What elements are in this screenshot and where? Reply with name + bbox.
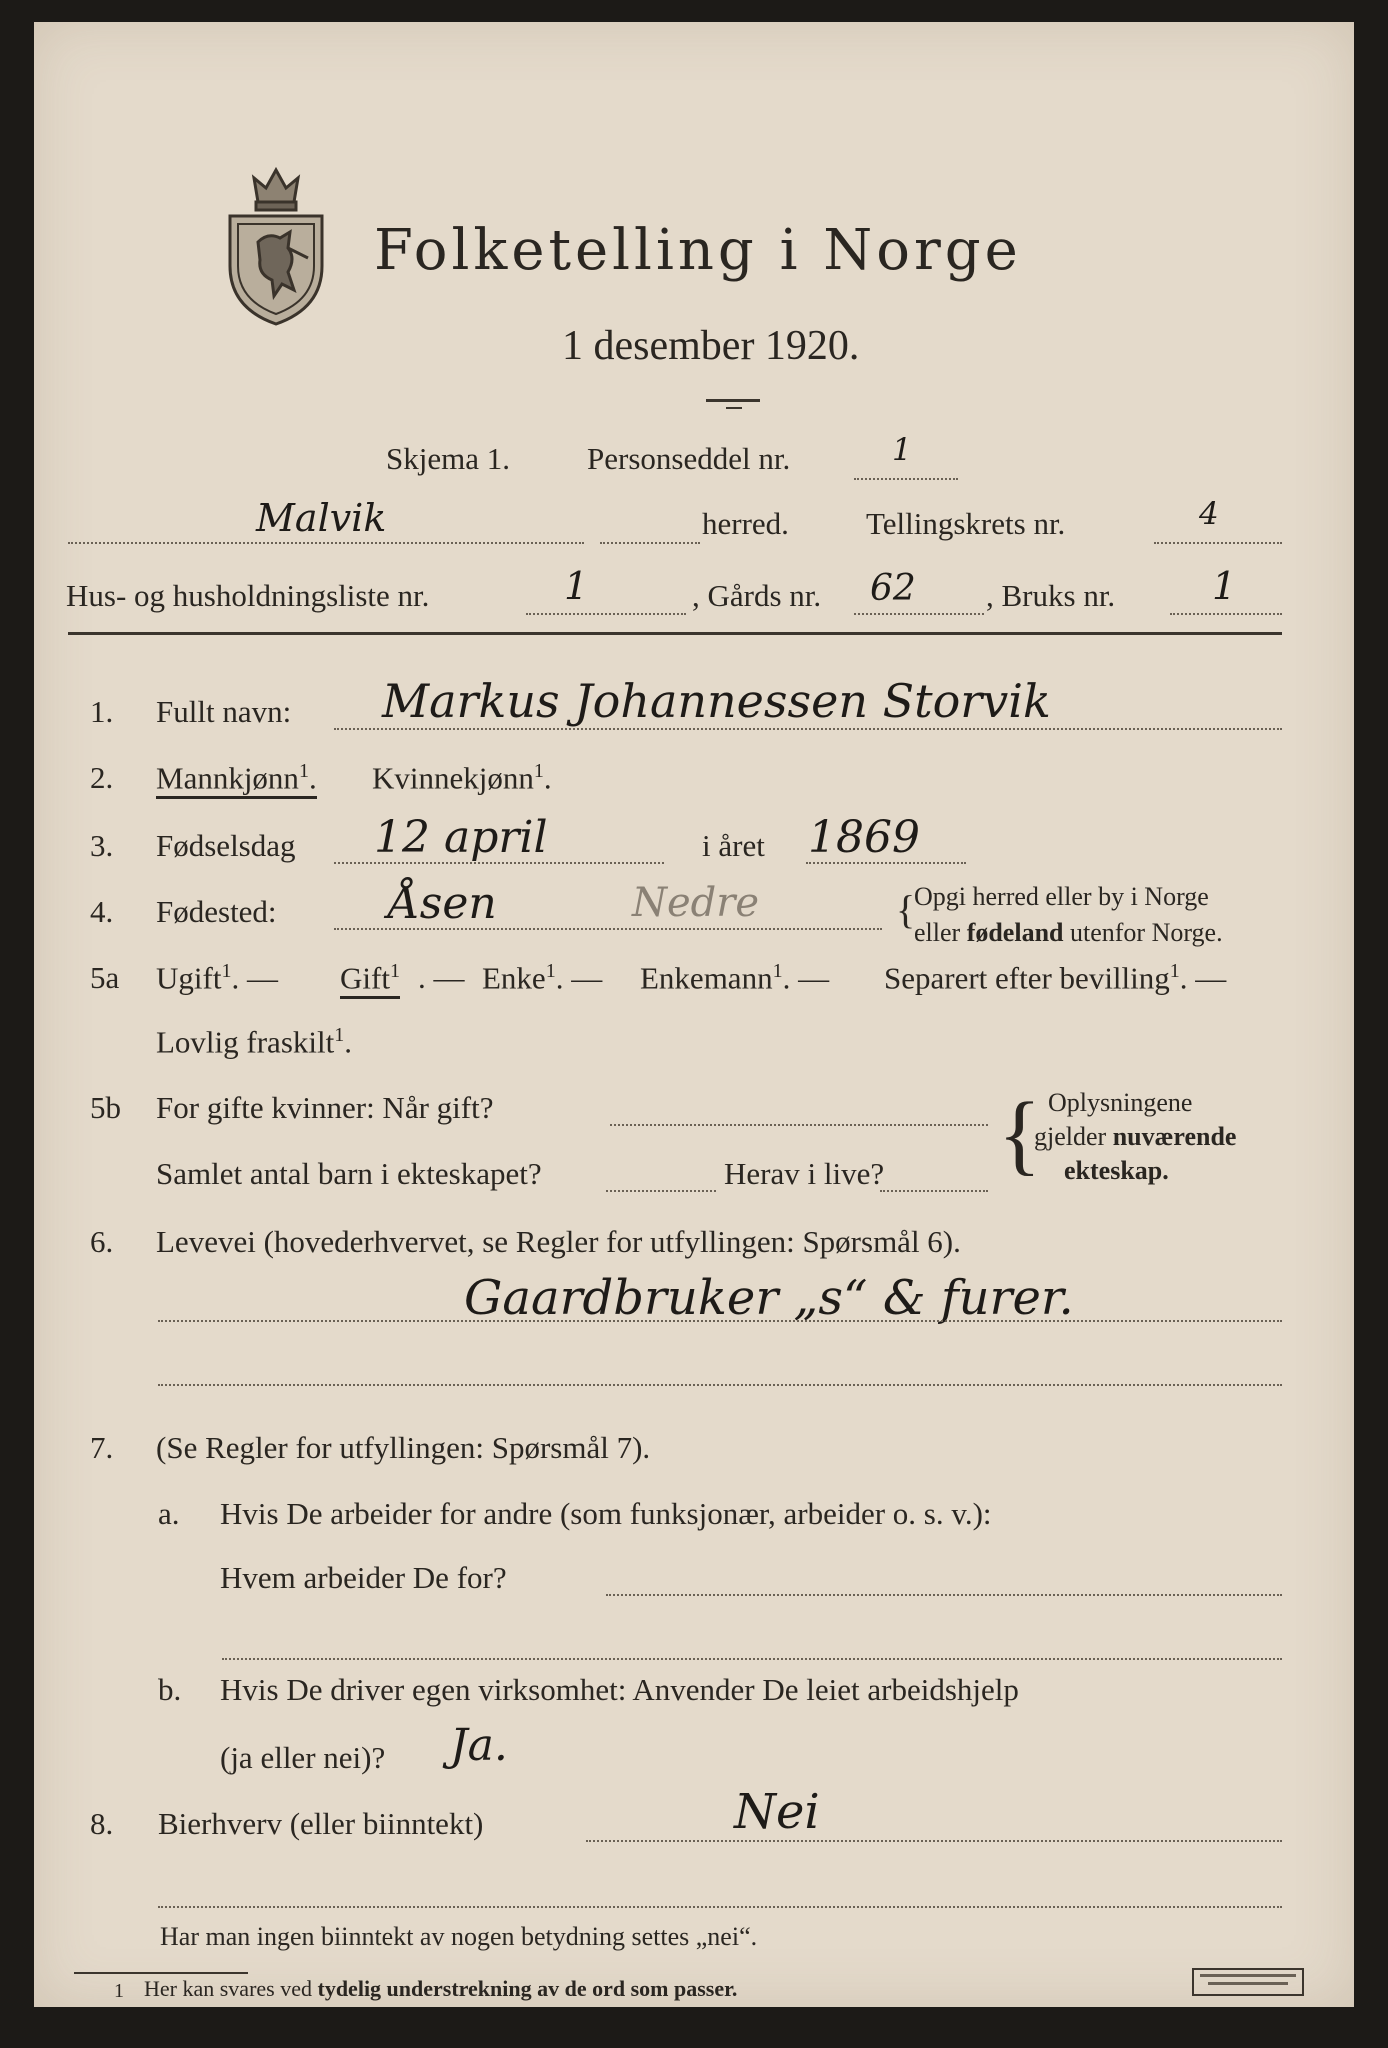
q5b-alive-line: [880, 1190, 988, 1192]
herred-line-2: [600, 542, 700, 544]
q5b-note-3: ekteskap.: [1064, 1156, 1169, 1185]
hus-value[interactable]: 1: [564, 564, 589, 608]
q7a-employer-line: [606, 1594, 1282, 1596]
birthplace-value-2[interactable]: Nedre: [632, 880, 760, 926]
census-date: 1 desember 1920.: [562, 323, 860, 369]
footnote-text: Her kan svares ved tydelig understrekning av de ord som passer.: [144, 1976, 738, 2001]
q4-label: Fødested:: [156, 894, 277, 929]
q7b-letter: b.: [158, 1672, 182, 1707]
q5b-married-line: [610, 1124, 988, 1126]
hired-help-value[interactable]: Ja.: [450, 1720, 508, 1771]
q8-line-2: [158, 1906, 1282, 1908]
q2-number: 2.: [90, 760, 114, 795]
herred-label: herred.: [702, 506, 789, 541]
q7-number: 7.: [90, 1430, 114, 1465]
census-form: [34, 22, 1354, 2007]
header-divider: [68, 632, 1282, 635]
q5b-number: 5b: [90, 1090, 121, 1125]
q7b-text: Hvis De driver egen virksomhet: Anvender De leiet arbeidshjelp: [220, 1672, 1019, 1707]
q8-label: Bierhverv (eller biinntekt): [158, 1806, 484, 1841]
herred-value[interactable]: Malvik: [256, 496, 387, 540]
q7a-text: Hvis De arbeider for andre (som funksjonær, arbeider o. s. v.):: [220, 1496, 992, 1531]
q5b-note-2: gjelder nuværende: [1034, 1122, 1237, 1151]
bruks-label: , Bruks nr.: [986, 578, 1116, 613]
q5b-brace: {: [998, 1085, 1042, 1184]
option-enke[interactable]: Enke$^1$. —: [482, 960, 603, 996]
title-ornament: [706, 399, 760, 402]
q4-brace: {: [896, 887, 916, 932]
option-enkemann[interactable]: Enkemann$^1$. —: [640, 960, 830, 996]
q7a-text-2: Hvem arbeider De for?: [220, 1560, 507, 1595]
birthplace-value[interactable]: Åsen: [388, 878, 497, 929]
hus-line: [526, 613, 686, 615]
q6-line-1: [158, 1320, 1282, 1322]
personseddel-value[interactable]: 1: [892, 432, 912, 468]
q5a-number: 5a: [90, 960, 120, 995]
q8-number: 8.: [90, 1806, 114, 1841]
q1-number: 1.: [90, 694, 114, 729]
q7-label: (Se Regler for utfyllingen: Spørsmål 7).: [156, 1430, 651, 1465]
footnote-divider: [74, 1972, 248, 1974]
tellingskrets-line: [1154, 542, 1282, 544]
gards-label: , Gårds nr.: [692, 578, 822, 613]
hus-label: Hus- og husholdningsliste nr.: [66, 578, 430, 613]
personseddel-label: Personseddel nr.: [587, 441, 791, 476]
q3-label: Fødselsdag: [156, 828, 296, 863]
option-fraskilt[interactable]: Lovlig fraskilt$^1$.: [156, 1024, 352, 1060]
q4-note-1: Opgi herred eller by i Norge: [914, 882, 1209, 911]
biinntekt-note: Har man ingen biinntekt av nogen betydning settes „nei“.: [160, 1922, 758, 1951]
occupation-value[interactable]: Gaardbruker „s“ & furer.: [464, 1270, 1074, 1326]
q3-year-label: i året: [702, 828, 765, 863]
option-ugift[interactable]: Ugift$^1$. —: [156, 960, 278, 996]
side-income-value[interactable]: Nei: [734, 1784, 820, 1840]
coat-of-arms-icon: [218, 162, 334, 326]
q4-number: 4.: [90, 894, 114, 929]
q1-label: Fullt navn:: [156, 694, 292, 729]
birth-day-value[interactable]: 12 april: [374, 812, 548, 863]
herred-line: [68, 542, 584, 544]
gards-line: [854, 613, 984, 615]
form-title: Folketelling i Norge: [374, 218, 1022, 283]
personseddel-line: [854, 478, 958, 480]
title-ornament-small: [726, 407, 742, 409]
q3-number: 3.: [90, 828, 114, 863]
q8-line: [586, 1840, 1282, 1842]
skjema-label: Skjema 1.: [386, 441, 510, 476]
birth-year-value[interactable]: 1869: [808, 812, 920, 863]
full-name-value[interactable]: Markus Johannessen Storvik: [382, 674, 1051, 728]
option-mannkjonn[interactable]: Mannkjønn$^1$.: [156, 760, 317, 799]
q5b-label-3: Herav i live?: [724, 1156, 885, 1191]
q6-label: Levevei (hovederhvervet, se Regler for utfyllingen: Spørsmål 6).: [156, 1224, 961, 1259]
q1-line: [334, 728, 1282, 730]
q7a-letter: a.: [158, 1496, 180, 1531]
q6-line-2: [158, 1384, 1282, 1386]
printer-stamp-icon: [1192, 1968, 1304, 1996]
option-kvinnekjonn[interactable]: Kvinnekjønn$^1$.: [372, 760, 552, 796]
q4-note-2: eller fødeland utenfor Norge.: [914, 918, 1223, 947]
q5b-label-2: Samlet antal barn i ekteskapet?: [156, 1156, 542, 1191]
option-gift-dash: . —: [418, 960, 465, 995]
tellingskrets-value[interactable]: 4: [1199, 496, 1219, 532]
q5b-children-line: [606, 1190, 716, 1192]
option-gift[interactable]: Gift$^1$: [340, 960, 400, 999]
tellingskrets-label: Tellingskrets nr.: [866, 506, 1066, 541]
q7a-employer-line-2: [222, 1658, 1282, 1660]
q6-number: 6.: [90, 1224, 114, 1259]
q5b-note-1: Oplysningene: [1048, 1088, 1193, 1117]
gards-value[interactable]: 62: [870, 568, 916, 609]
q7b-text-2: (ja eller nei)?: [220, 1740, 386, 1775]
option-separert[interactable]: Separert efter bevilling$^1$. —: [884, 960, 1227, 996]
bruks-line: [1170, 613, 1282, 615]
footnote-number: 1: [114, 1980, 124, 2002]
bruks-value[interactable]: 1: [1212, 564, 1237, 608]
q5b-label-1: For gifte kvinner: Når gift?: [156, 1090, 494, 1125]
